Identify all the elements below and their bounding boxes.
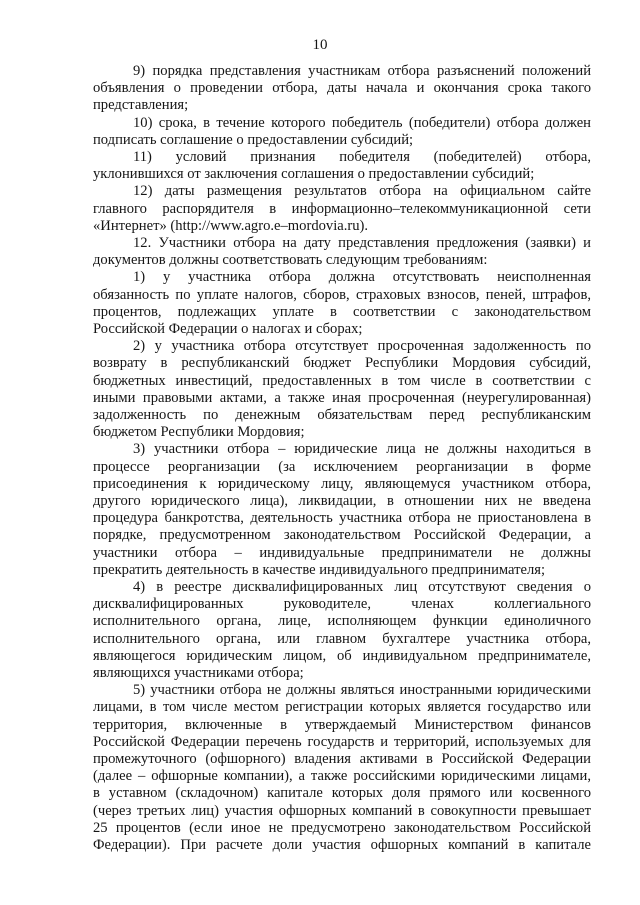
text-line: (через третьих лиц) участия офшорных компаний в совокупности превышает [93,802,591,819]
text-line: 1) у участника отбора должна отсутствовать неисполненная [133,269,591,286]
text-line: порядке, предусмотренном законодательством Российской Федерации, а [93,527,591,544]
text-line: являющегося юридическим лицом, об индивидуальном предпринимателе, [93,647,591,664]
text-line: лицами, в том числе местом регистрации которых является государство или [93,699,591,716]
text-line: процессе реорганизации (за исключением реорганизации в форме [93,458,591,475]
text-line: присоединения к юридическому лицу, являющемуся участником отбора, [93,475,591,492]
text-line: 4) в реестре дисквалифицированных лиц отсутствуют сведения о [133,579,591,595]
text-line: 2) у участника отбора отсутствует просроченная задолженность по [133,338,591,355]
text-line: 9) порядка представления участникам отбора разъяснений положений [133,63,591,79]
text-line: уклонившихся от заключения соглашения о предоставлении субсидий; [93,166,535,183]
text-line: являющихся участниками отбора; [93,665,304,681]
page-number: 10 [312,37,328,53]
text-line: Российской Федерации перечень государств и территорий, используемых для [93,733,591,750]
text-line: 5) участники отбора не должны являться иностранными юридическими [133,682,591,699]
text-line: иными правовыми актами, а также иная просроченная (неурегулированная) [93,389,591,406]
text-line: исполнительного органа, или главном бухгалтере участника отбора, [93,630,591,647]
text-line: подписать соглашение о предоставлении субсидий; [93,131,414,148]
text-line: промежуточного (офшорного) владения активами в Российской Федерации [93,751,591,767]
text-line: исполнительного органа, лице, исполняющем функции единоличного [93,613,591,630]
text-line: процедура банкротства, деятельность участника отбора не приостановлена в [93,510,591,527]
text-line: процентов, подлежащих уплате в соответствии с законодательством [93,303,591,320]
text-line: в уставном (складочном) капитале которых доля прямого или косвенного [93,785,591,802]
text-line: Федерации). При расчете доли участия офшорных компаний в капитале [93,837,591,853]
text-line: Российской Федерации о налогах и сборах; [93,321,363,337]
text-line: представления; [93,97,189,114]
text-line: объявления о проведении отбора, даты начала и окончания срока такого [93,80,591,97]
text-line: (далее – офшорные компании), а также российскими юридическими лицами, [93,768,591,785]
text-line: 11) условий признания победителя (победителей) отбора, [133,149,591,165]
text-line: возврату в республиканский бюджет Республики Мордовия субсидий, [93,355,591,372]
text-line: прекратить деятельность в качестве индивидуального предпринимателя; [93,561,546,578]
text-line: задолженность по денежным обязательствам перед республиканским [93,407,591,423]
text-line: главного распорядителя в информационно–телекоммуникационной сети [93,200,591,217]
text-line: территория, включенные в утверждаемый Министерством финансов [93,716,591,733]
text-line: 3) участники отбора – юридические лица не должны находиться в [133,441,591,458]
text-line: 12) даты размещения результатов отбора на официальном сайте [133,183,591,200]
text-line: 12. Участники отбора на дату представления предложения (заявки) и [133,235,591,251]
text-line: обязанность по уплате налогов, сборов, страховых взносов, пеней, штрафов, [93,286,591,303]
text-line: 10) срока, в течение которого победитель (победители) отбора должен [133,114,591,131]
text-line: участники отбора – индивидуальные предприниматели не должны [93,544,591,561]
text-line: бюджетных инвестиций, предоставленных в том числе в соответствии с [93,372,591,389]
text-line: другого юридического лица), ликвидации, в отношении них не введена [93,493,591,509]
text-line: 25 процентов (если иное не предусмотрено законодательством Российской [93,819,591,836]
text-line: документов должны соответствовать следующим требованиям: [93,252,488,269]
text-line: «Интернет» (http://www.agro.e–mordovia.ru). [93,217,369,234]
text-line: дисквалифицированных руководителе, членах коллегиального [93,596,591,613]
text-line: бюджетом Республики Мордовия; [93,424,305,441]
